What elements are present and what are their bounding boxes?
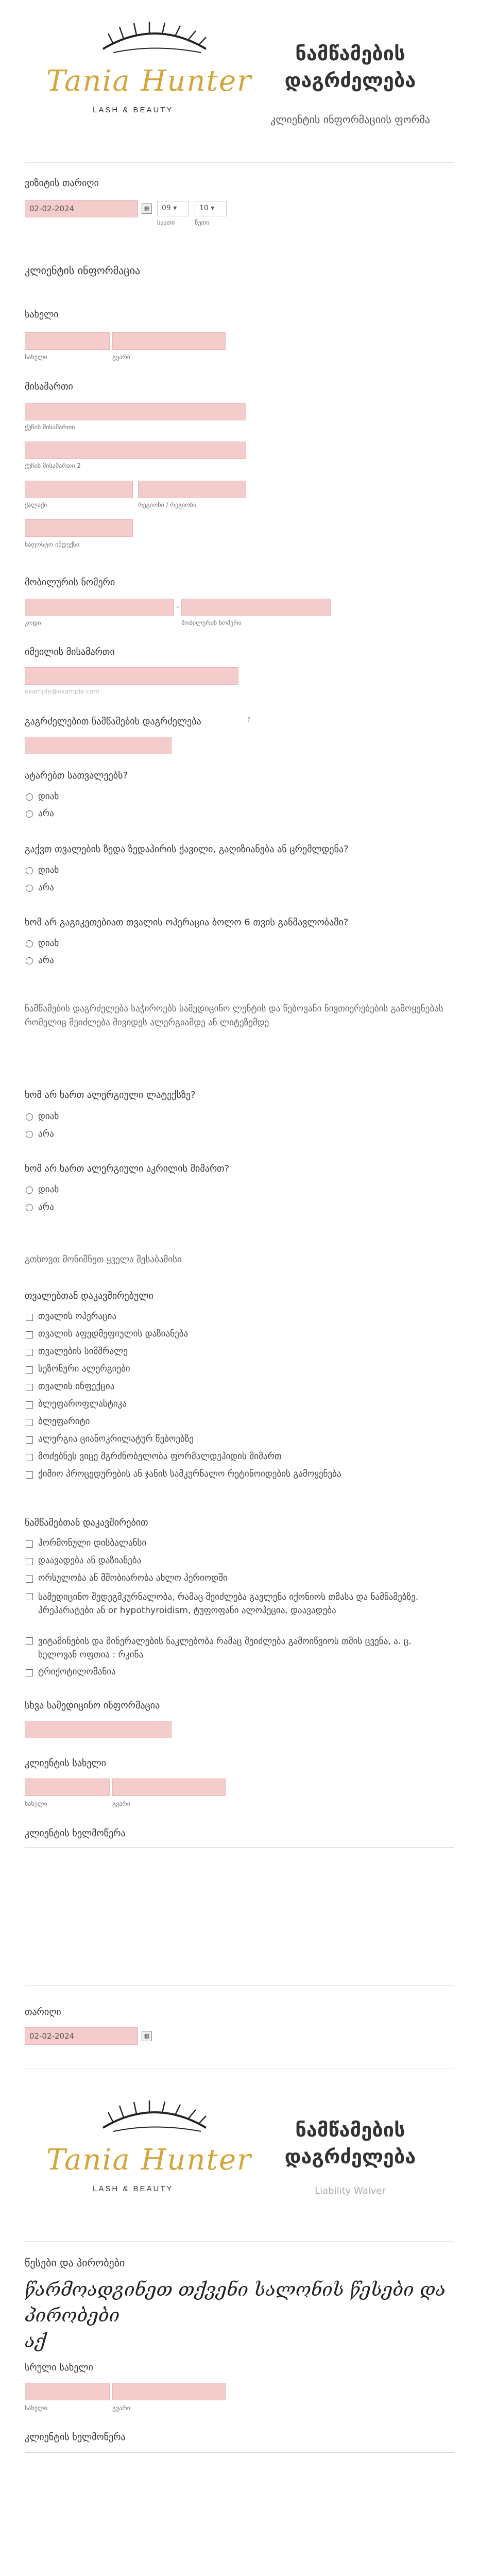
- email-input[interactable]: [25, 667, 238, 685]
- form-title-2: ნამწამების დაგრძელება: [284, 2119, 416, 2168]
- logo-sub: LASH & BEAUTY: [93, 106, 174, 114]
- surgery-no-radio[interactable]: [26, 957, 33, 964]
- eye-lash-icon: [98, 21, 211, 62]
- street2-sublabel: ქუჩის მისამართი 2: [25, 462, 81, 469]
- lenses-yes-radio[interactable]: [26, 793, 33, 801]
- client-last-name-input[interactable]: [112, 1778, 226, 1796]
- waiver-last-name-input[interactable]: [112, 2383, 226, 2400]
- acrylic-yes-label: დიახ: [38, 1184, 59, 1195]
- sensitive-label: გაქვთ თვალების ზედა ზედაპირის ქავილი, გაღიზიანება ან ცრემლდენა?: [25, 844, 349, 855]
- latex-label: ხომ არ ხართ ალერგიული ლატექსზე?: [25, 1090, 196, 1100]
- phone-input[interactable]: [181, 599, 331, 616]
- city-sublabel: ქალაქი: [25, 501, 47, 509]
- other-info-input[interactable]: [25, 1721, 172, 1738]
- date-label: თარიღი: [25, 2007, 61, 2018]
- area-code-sublabel: კოდი: [25, 619, 41, 626]
- surgery-yes-radio[interactable]: [26, 940, 33, 947]
- visit-date-input[interactable]: 02-02-2024: [25, 200, 138, 217]
- waiver-last-sublabel: გვარი: [112, 2404, 130, 2412]
- lenses-label: ატარებთ სათვალეებს?: [25, 770, 128, 781]
- signature-label: კლიენტის ხელმოწერა: [25, 1828, 126, 1839]
- phone-label: მობილურის ნომერი: [25, 577, 115, 588]
- waiver-signature-pad[interactable]: [25, 2452, 454, 2576]
- eye-item[interactable]: თვალის აფედმეფიულის დაზიანება: [25, 1329, 457, 1346]
- lash-item[interactable]: ჰორმონული დისბალანსი: [25, 1538, 457, 1555]
- calendar-icon[interactable]: ▦: [142, 204, 152, 214]
- phone-dash: -: [176, 602, 179, 612]
- region-input[interactable]: [138, 481, 246, 498]
- form-subtitle: კლიენტის ინფორმაციის ფორმა: [270, 113, 430, 126]
- other-info-label: სხვა სამედიცინო ინფორმაცია: [25, 1700, 160, 1711]
- waiver-signature-label: კლიენტის ხელმოწერა: [25, 2432, 126, 2443]
- surgery-yes-label: დიახ: [38, 938, 59, 948]
- signature-pad[interactable]: [25, 1847, 454, 1986]
- eye-item[interactable]: თვალის ოპერაცია: [25, 1311, 457, 1329]
- latex-no-label: არა: [38, 1129, 54, 1139]
- acrylic-no-label: არა: [38, 1202, 54, 1212]
- logo: [36, 15, 252, 129]
- sensitive-yes-radio[interactable]: [26, 867, 33, 874]
- eye-conditions-list: [25, 1311, 457, 1486]
- last-name-input[interactable]: [112, 332, 226, 350]
- city-input[interactable]: [25, 481, 133, 498]
- eye-item[interactable]: ბლეფაროფლასტიკა: [25, 1399, 457, 1416]
- lash-item[interactable]: ორსულობა ან მშობიარობა ახლო პერიოდში: [25, 1573, 457, 1590]
- region-sublabel: რეგიონი / რეგიონი: [138, 501, 197, 509]
- help-icon: ?: [247, 716, 251, 723]
- fullname-label: სრული სახელი: [25, 2362, 93, 2373]
- email-label: იმეილის მისამართი: [25, 647, 115, 657]
- email-placeholder: example@example.com: [25, 688, 99, 695]
- sensitive-no-label: არა: [38, 883, 54, 893]
- lash-conditions-list: [25, 1538, 457, 1684]
- waiver-first-sublabel: სახელი: [25, 2404, 47, 2412]
- acrylic-label: ხომ არ ხართ ალერგიული აკრილის მიმართ?: [25, 1163, 230, 1174]
- select-all-text: გთხოვთ მონიშნეთ ყველა შესაბამისი: [25, 1255, 182, 1265]
- street1-sublabel: ქუჩის მისამართი: [25, 423, 75, 431]
- street1-input[interactable]: [25, 403, 246, 420]
- form-title-1: ნამწამების დაგრძელება: [284, 42, 416, 92]
- date-input[interactable]: 02-02-2024: [25, 2027, 138, 2045]
- eye-item[interactable]: თვალების სიმშრალე: [25, 1346, 457, 1364]
- address-label: მისამართი: [25, 381, 73, 392]
- logo-name: Tania Hunter: [46, 64, 252, 98]
- logo: [36, 2094, 252, 2208]
- street2-input[interactable]: [25, 442, 246, 459]
- lash-item[interactable]: დაავადება ან დაზიანება: [25, 1555, 457, 1573]
- latex-yes-radio[interactable]: [26, 1113, 33, 1121]
- surgery-label: ხომ არ გაგიკეთებიათ თვალის ოპერაცია ბოლო 6 თვის განმავლობაში?: [25, 917, 349, 928]
- lash-conditions-heading: ნამწამებთან დაკავშირებით: [25, 1517, 148, 1528]
- acrylic-yes-radio[interactable]: [26, 1187, 33, 1194]
- waiver-first-name-input[interactable]: [25, 2383, 110, 2400]
- area-code-input[interactable]: [25, 599, 174, 616]
- latex-yes-label: დიახ: [38, 1111, 59, 1122]
- minute-select[interactable]: 10 ▾: [195, 201, 227, 216]
- minute-sublabel: წუთი: [195, 219, 210, 226]
- extend-date-input[interactable]: [25, 737, 172, 754]
- sensitive-no-radio[interactable]: [26, 885, 33, 892]
- surgery-no-label: არა: [38, 955, 54, 965]
- visit-date-label: ვიზიტის თარიღი: [25, 178, 99, 189]
- calendar-icon[interactable]: ▦: [142, 2031, 152, 2041]
- phone-sublabel: მობილურის ნომერი: [181, 619, 242, 626]
- eye-item[interactable]: ალერგია ციანოკრილატურ წებოებზე: [25, 1434, 457, 1451]
- first-name-sublabel: სახელი: [25, 353, 47, 361]
- latex-no-radio[interactable]: [26, 1131, 33, 1138]
- rules-text: წარმოადგინეთ თქვენი სალონის წესები და პირობები აქ: [25, 2279, 446, 2352]
- lenses-no-radio[interactable]: [26, 810, 33, 818]
- zip-input[interactable]: [25, 519, 133, 537]
- eye-lash-icon: [98, 2099, 211, 2141]
- waiver-subtitle: Liability Waiver: [315, 2185, 386, 2196]
- lenses-no-label: არა: [38, 808, 54, 819]
- logo-name: Tania Hunter: [46, 2143, 252, 2177]
- divider: [25, 162, 454, 163]
- eye-item[interactable]: ბლეფარიტი: [25, 1416, 457, 1434]
- client-name-label: კლიენტის სახელი: [25, 1758, 106, 1769]
- client-info-heading: კლიენტის ინფორმაცია: [25, 264, 141, 277]
- lenses-yes-label: დიახ: [38, 791, 59, 802]
- divider: [25, 2241, 454, 2242]
- lash-item[interactable]: ვიტამინების და მინერალების ნაკლებობა რამაც შეიძლება გამოიწვიოს თმის ცვენა, ა. ც. ხელოვან ოფთია : რკინა: [25, 1635, 457, 1667]
- rules-heading: წესები და პირობები: [25, 2257, 125, 2269]
- sensitive-yes-label: დიახ: [38, 865, 59, 875]
- acrylic-no-radio[interactable]: [26, 1204, 33, 1211]
- name-label: სახელი: [25, 309, 59, 320]
- lash-item[interactable]: ტრიქოტილომანია: [25, 1667, 457, 1684]
- hour-sublabel: საათი: [157, 219, 175, 226]
- eye-conditions-heading: თვალებთან დაკავშირებული: [25, 1291, 153, 1301]
- eye-item[interactable]: სეზონური ალერგიები: [25, 1364, 457, 1381]
- disclaimer-text: ნამწამების დაგრძელება საჭიროებს სამედიცინო ლენტის და წებოვანი ნივთიერებების გამოყენებას რომელიც შეიძლება მივიდეს ალერგიამდე ან ლიტეზემდე: [25, 1004, 443, 1028]
- eye-item[interactable]: მოძებნეს ვიცე მგრძნობელობა ფორმალდეჰიდის მიმართ: [25, 1451, 457, 1469]
- client-last-sublabel: გვარი: [112, 1800, 130, 1807]
- lash-item[interactable]: სამედიცინო შედეგმკურნალობა, რამაც შეიძლება გავლენა იქონიოს თმასა და ნამწამებზე. პრეპარატები ან or hypothyroidism, ტუფოფანი ალოპეცია, დაავადება: [25, 1590, 457, 1635]
- client-first-sublabel: სახელი: [25, 1800, 47, 1807]
- eye-item[interactable]: თვალის ინფექცია: [25, 1381, 457, 1399]
- eye-item[interactable]: ქიმიო პროცედურების ან ჯანის სამკურნალო რეტინოიდების გამოყენება: [25, 1469, 457, 1486]
- first-name-input[interactable]: [25, 332, 110, 350]
- extend-date-label: გაგრძელებით ნამწამების დაგრძელება: [25, 716, 201, 727]
- last-name-sublabel: გვარი: [112, 353, 130, 361]
- client-first-name-input[interactable]: [25, 1778, 110, 1796]
- logo-sub: LASH & BEAUTY: [93, 2184, 174, 2193]
- zip-sublabel: საფოსტო ინდექსი: [25, 541, 80, 548]
- hour-select[interactable]: 09 ▾: [157, 201, 189, 216]
